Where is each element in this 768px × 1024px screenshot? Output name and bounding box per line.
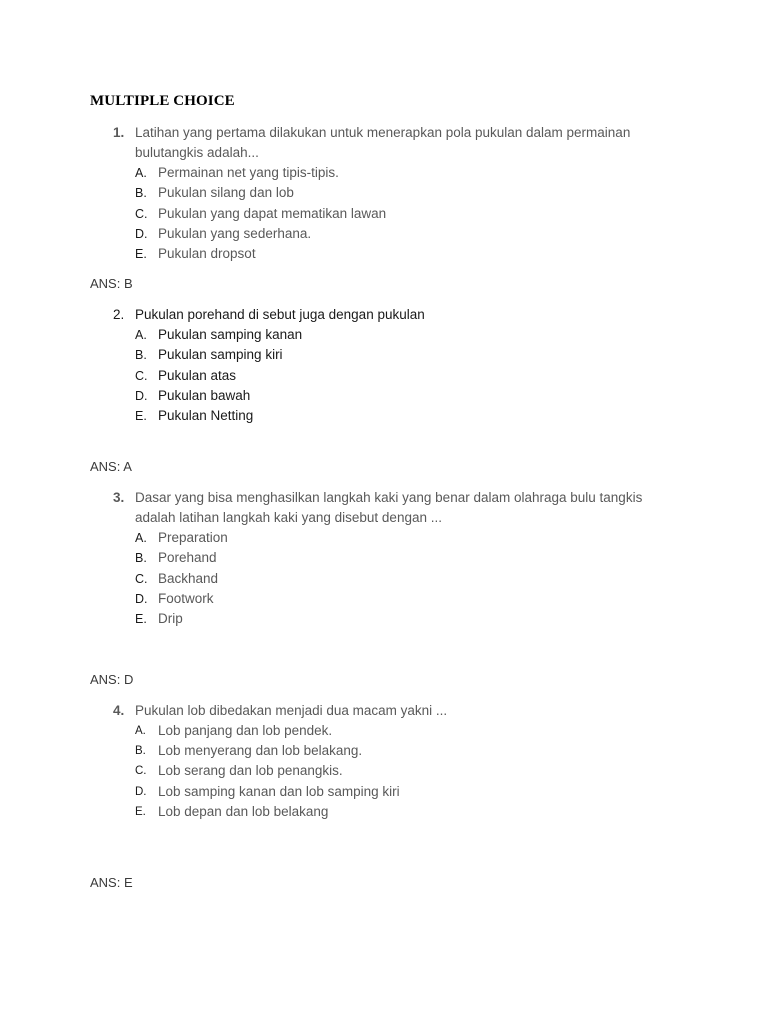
- option-letter: C.: [135, 369, 148, 383]
- option-text: Pukulan yang sederhana.: [158, 226, 312, 241]
- option-letter: A.: [135, 531, 147, 545]
- answer-key: ANS: E: [90, 875, 133, 890]
- option-letter: B.: [135, 745, 146, 757]
- question-number: 2.: [113, 307, 125, 322]
- question-text-line: adalah latihan langkah kaki yang disebut dengan ...: [135, 510, 442, 525]
- option-letter: C.: [135, 572, 148, 586]
- option-letter: A.: [135, 166, 147, 180]
- answer-key: ANS: A: [90, 459, 132, 474]
- option-text: Lob panjang dan lob pendek.: [158, 723, 333, 738]
- question-number: 4.: [113, 703, 125, 718]
- option-text: Pukulan samping kanan: [158, 327, 303, 342]
- option-letter: C.: [135, 207, 148, 221]
- option-text: Pukulan samping kiri: [158, 347, 283, 362]
- option-text: Backhand: [158, 571, 219, 586]
- option-text: Footwork: [158, 591, 214, 606]
- question-number: 3.: [113, 490, 125, 505]
- option-letter: B.: [135, 186, 147, 200]
- option-text: Lob serang dan lob penangkis.: [158, 763, 343, 778]
- question-text-line: Latihan yang pertama dilakukan untuk menerapkan pola pukulan dalam permainan: [135, 125, 631, 140]
- option-text: Preparation: [158, 530, 228, 545]
- option-text: Lob samping kanan dan lob samping kiri: [158, 784, 400, 799]
- option-text: Pukulan atas: [158, 368, 237, 383]
- option-text: Pukulan bawah: [158, 388, 251, 403]
- option-text: Lob depan dan lob belakang: [158, 804, 329, 819]
- option-letter: C.: [135, 765, 147, 777]
- answer-key: ANS: B: [90, 276, 133, 291]
- option-letter: E.: [135, 247, 147, 261]
- option-letter: E.: [135, 806, 146, 818]
- option-letter: D.: [135, 227, 148, 241]
- option-text: Pukulan dropsot: [158, 246, 256, 261]
- option-letter: A.: [135, 725, 146, 737]
- option-letter: B.: [135, 348, 147, 362]
- option-text: Drip: [158, 611, 183, 626]
- option-letter: D.: [135, 786, 147, 798]
- option-letter: D.: [135, 389, 148, 403]
- question-text-line: Pukulan lob dibedakan menjadi dua macam yakni ...: [135, 703, 448, 718]
- question-text-line: bulutangkis adalah...: [135, 145, 259, 160]
- option-text: Lob menyerang dan lob belakang.: [158, 743, 363, 758]
- option-text: Pukulan silang dan lob: [158, 185, 294, 200]
- option-text: Permainan net yang tipis-tipis.: [158, 165, 339, 180]
- question-text-line: Dasar yang bisa menghasilkan langkah kaki yang benar dalam olahraga bulu tangkis: [135, 490, 643, 505]
- option-letter: A.: [135, 328, 147, 342]
- answer-key: ANS: D: [90, 672, 134, 687]
- option-text: Pukulan yang dapat mematikan lawan: [158, 206, 387, 221]
- option-letter: D.: [135, 592, 148, 606]
- question-number: 1.: [113, 125, 125, 140]
- option-letter: E.: [135, 612, 147, 626]
- option-text: Pukulan Netting: [158, 408, 254, 423]
- option-letter: B.: [135, 551, 147, 565]
- question-text-line: Pukulan porehand di sebut juga dengan pukulan: [135, 307, 425, 322]
- section-heading: MULTIPLE CHOICE: [90, 93, 235, 109]
- option-letter: E.: [135, 409, 147, 423]
- option-text: Porehand: [158, 550, 217, 565]
